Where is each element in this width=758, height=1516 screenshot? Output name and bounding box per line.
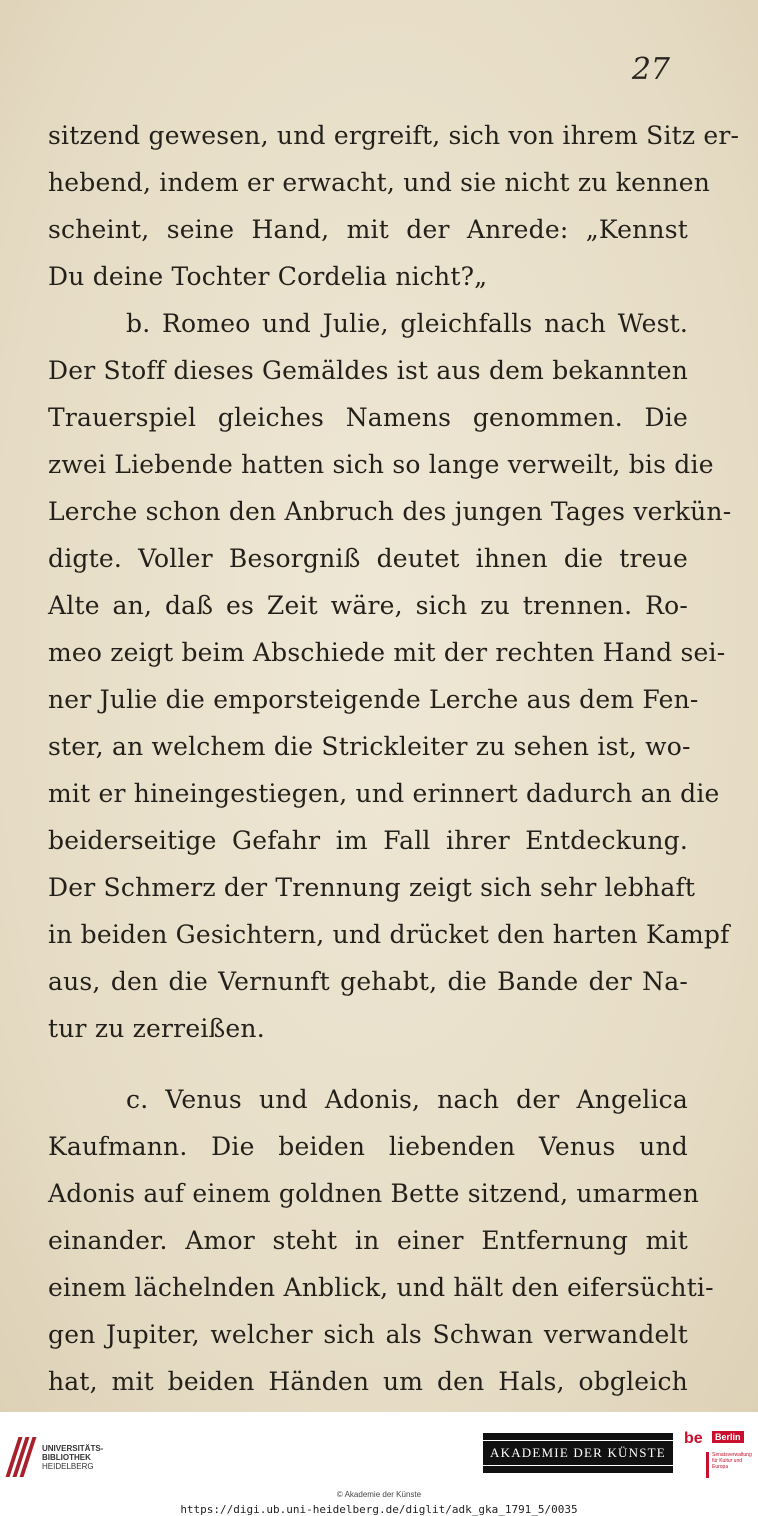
paragraph-gap xyxy=(48,1052,688,1076)
text-line: ner Julie die emporsteigende Lerche aus dem Fen- xyxy=(48,685,699,714)
text-line: hebend, indem er erwacht, und sie nicht zu kennen xyxy=(48,168,710,197)
text-line: sitzend gewesen, und ergreift, sich von ihrem Sitz er- xyxy=(48,121,740,150)
viewer-footer xyxy=(0,1412,758,1516)
text-line: Alte an, daß es Zeit wäre, sich zu trennen. Ro- xyxy=(48,591,688,620)
bkm-bar-icon xyxy=(706,1452,709,1478)
akademie-der-kuenste-logo[interactable] xyxy=(483,1433,673,1473)
page-url[interactable]: https://digi.ub.uni-heidelberg.de/diglit/adk_gka_1791_5/0035 xyxy=(180,1503,578,1516)
text-line: Der Stoff dieses Gemäldes ist aus dem bekannten xyxy=(48,356,689,385)
text-line: zwei Liebende hatten sich so lange verweilt, bis die xyxy=(48,450,714,479)
text-line: Du deine Tochter Cordelia nicht?„ xyxy=(48,262,488,291)
bkm-badge: Berlin xyxy=(712,1431,744,1443)
text-line: scheint, seine Hand, mit der Anrede: „Kennst xyxy=(48,215,688,244)
text-line: meo zeigt beim Abschiede mit der rechten Hand sei- xyxy=(48,638,726,667)
text-line: Der Schmerz der Trennung zeigt sich sehr lebhaft xyxy=(48,873,696,902)
text-line: in beiden Gesichtern, und drücket den harten Kampf xyxy=(48,920,730,949)
berlin-senate-logo[interactable] xyxy=(684,1430,750,1482)
section-heading-b: b. Romeo und Julie, gleichfalls nach West. xyxy=(126,309,688,338)
text-line: einem lächelnden Anblick, und hält den eifersüchti- xyxy=(48,1273,714,1302)
text-line: Adonis auf einem goldnen Bette sitzend, umarmen xyxy=(48,1179,700,1208)
text-line: aus, den die Vernunft gehabt, die Bande der Na- xyxy=(48,967,688,996)
adk-logo-text: AKADEMIE DER KÜNSTE xyxy=(481,1440,675,1466)
text-line: gen Jupiter, welcher sich als Schwan verwandelt xyxy=(48,1320,688,1349)
text-line: beiderseitige Gefahr im Fall ihrer Entdeckung. xyxy=(48,826,688,855)
text-line: Trauerspiel gleiches Namens genommen. Die xyxy=(48,403,688,432)
page-number: 27 xyxy=(631,52,670,87)
section-heading-c: c. Venus und Adonis, nach der Angelica xyxy=(126,1085,688,1114)
text-line: tur zu zerreißen. xyxy=(48,1014,265,1043)
ub-mark-icon xyxy=(8,1437,36,1477)
ub-heidelberg-logo[interactable] xyxy=(8,1432,118,1482)
text-line: hat, mit beiden Händen um den Hals, obgleich xyxy=(48,1367,688,1396)
copyright-notice: © Akademie der Künste xyxy=(336,1490,422,1499)
text-line: mit er hineingestiegen, und erinnert dadurch an die xyxy=(48,779,720,808)
text-line: Lerche schon den Anbruch des jungen Tages verkün- xyxy=(48,497,732,526)
ub-logo-text: UNIVERSITÄTS- BIBLIOTHEK HEIDELBERG xyxy=(42,1443,104,1471)
text-line: Kaufmann. Die beiden liebenden Venus und xyxy=(48,1132,688,1161)
bkm-prefix: be xyxy=(684,1430,703,1447)
text-line: einander. Amor steht in einer Entfernung mit xyxy=(48,1226,688,1255)
bkm-subtitle: Senatsverwaltung für Kultur und Europa xyxy=(712,1452,752,1470)
text-line: digte. Voller Besorgniß deutet ihnen die treue xyxy=(48,544,688,573)
text-line: ster, an welchem die Strickleiter zu sehen ist, wo- xyxy=(48,732,691,761)
